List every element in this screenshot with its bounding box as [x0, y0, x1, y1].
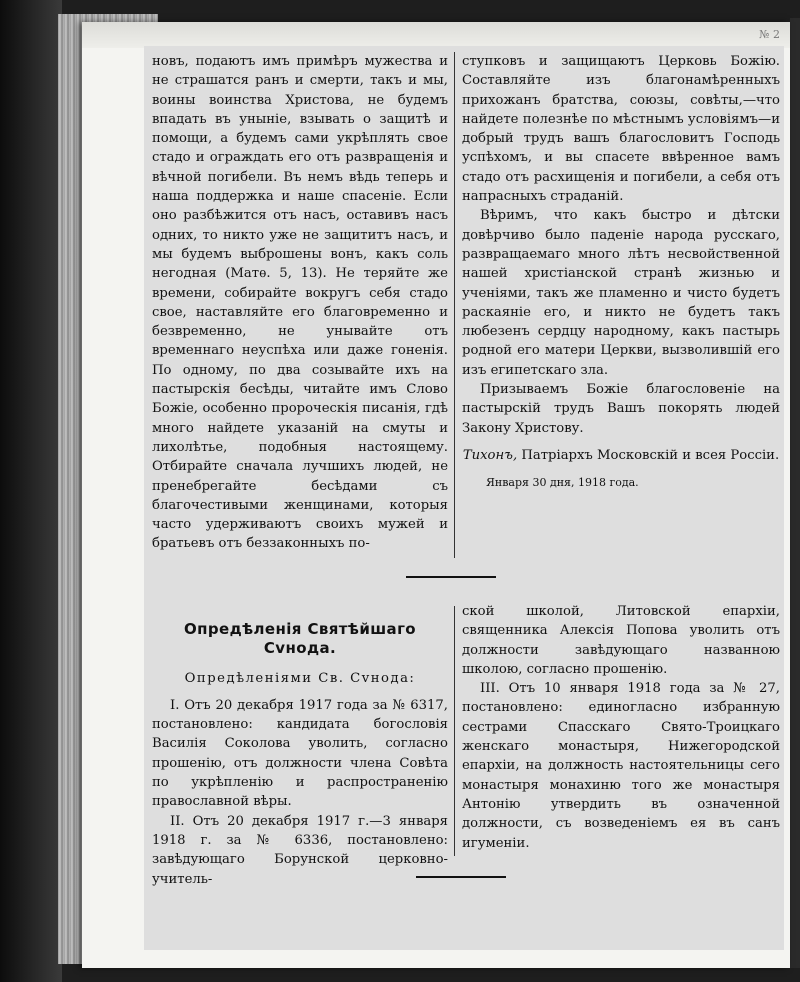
- column-top-left: [152, 52, 448, 554]
- end-rule: [416, 876, 506, 878]
- signature-title: Патріархъ Московскій и всея Россіи.: [521, 447, 780, 463]
- section-title: Опредѣленія Святѣйшаго Сvнода.: [183, 620, 417, 658]
- resolution-item: III. Отъ 10 января 1918 года за № 27, постановлено: единогласно избранную сестрами Спасскаго Свято-Троицкаго женскаго монастыря, Нижегородской епархіи, на должность настоятельницы сего монастыря монахиню того же монастыря Антонію утвердить въ означенной должности, съ возведеніемъ ея въ санъ игуменіи.: [462, 681, 780, 851]
- resolution-item: II. Отъ 20 декабря 1917 г.—3 января 1918 г. за № 6336, постановлено: завѣдующаго Борунской церковно-учитель-: [152, 813, 448, 887]
- column-divider-top: [454, 52, 455, 558]
- paragraph: Призываемъ Божіе благословеніе на пастырскій трудъ Вашъ покорять людей Закону Христову.: [462, 382, 780, 436]
- section-divider-rule: [406, 576, 496, 578]
- right-page-edge: [790, 18, 800, 968]
- book-spine: [0, 0, 62, 982]
- paragraph: ступковъ и защищаютъ Церковь Божію. Составляйте изъ благонамѣренныхъ прихожанъ братства, союзы, совѣты,—что найдете полезнѣе по мѣстнымъ условіямъ—и добрый трудъ вашъ благословитъ Господь успѣхомъ, и вы спасете ввѣренное вамъ стадо отъ расхищенія и погибели, а себя отъ напрасныхъ страданій.: [462, 54, 780, 205]
- column-bottom-left: [152, 620, 448, 889]
- column-bottom-right: [462, 602, 780, 853]
- paragraph: Вѣримъ, что какъ быстро и дѣтски довѣрчиво было паденіе народа русскаго, развращаемаго много лѣтъ несвойственной нашей христіанской странѣ жизнью и ученіями, такъ же пламенно и чисто будетъ раскаяніе его, и никто не будетъ такъ любезенъ сердцу народному, какъ пастырь родной его матери Церкви, вызволившій его изъ египетскаго зла.: [462, 208, 780, 378]
- print-area: [144, 46, 784, 950]
- folio: № 2: [759, 28, 780, 41]
- resolution-item: ской школой, Литовской епархіи, священника Алексія Попова уволить отъ должности завѣдующаго названною школою, согласно прошенію.: [462, 604, 780, 677]
- resolution-item: I. Отъ 20 декабря 1917 года за № 6317, постановлено: кандидата богословія Василія Соколова уволить, согласно прошенію, отъ должности члена Совѣта по укрѣпленію и распространенію православной вѣры.: [152, 697, 448, 810]
- section-subtitle: Опредѣленіями Св. Сvнода:: [184, 670, 416, 686]
- letter-date: Января 30 дня, 1918 года.: [486, 476, 639, 490]
- page: [82, 22, 790, 968]
- signature-name: Тихонъ,: [462, 447, 518, 463]
- page-header-strip: [82, 22, 790, 48]
- column-divider-bottom: [454, 606, 455, 856]
- signature: [462, 446, 780, 465]
- paragraph: новъ, подаютъ имъ примѣръ мужества и не страшатся ранъ и смерти, такъ и мы, воины воинства Христова, не будемъ впадать въ уныніе, взывать о защитѣ и помощи, а будемъ сами укрѣплять свое стадо и ограждать его отъ развращенія и вѣчной погибели. Въ немъ вѣдь теперь и наша поддержка и наше спасеніе. Если оно разбѣжится отъ насъ, оставивъ насъ одних, то никто уже не защититъ насъ, и мы будемъ выброшены вонъ, какъ соль негодная (Матѳ. 5, 13). Не теряйте же времени, собирайте вокругъ себя стадо свое, наставляйте его благовременно и безвременно, не унывайте отъ временнаго неуспѣха или даже гоненія. По одному, по два созывайте ихъ на пастырскія бесѣды, читайте имъ Слово Божіе, особенно пророческія писанія, гдѣ много найдете указаній на смуты и лихолѣтье, подобныя настоящему. Отбирайте сначала лучшихъ людей, не пренебрегайте бесѣдами съ благочестивыми женщинами, которыя часто удерживаютъ своихъ мужей и братьевъ отъ беззаконныхъ по-: [152, 54, 448, 552]
- column-top-right: [462, 52, 780, 493]
